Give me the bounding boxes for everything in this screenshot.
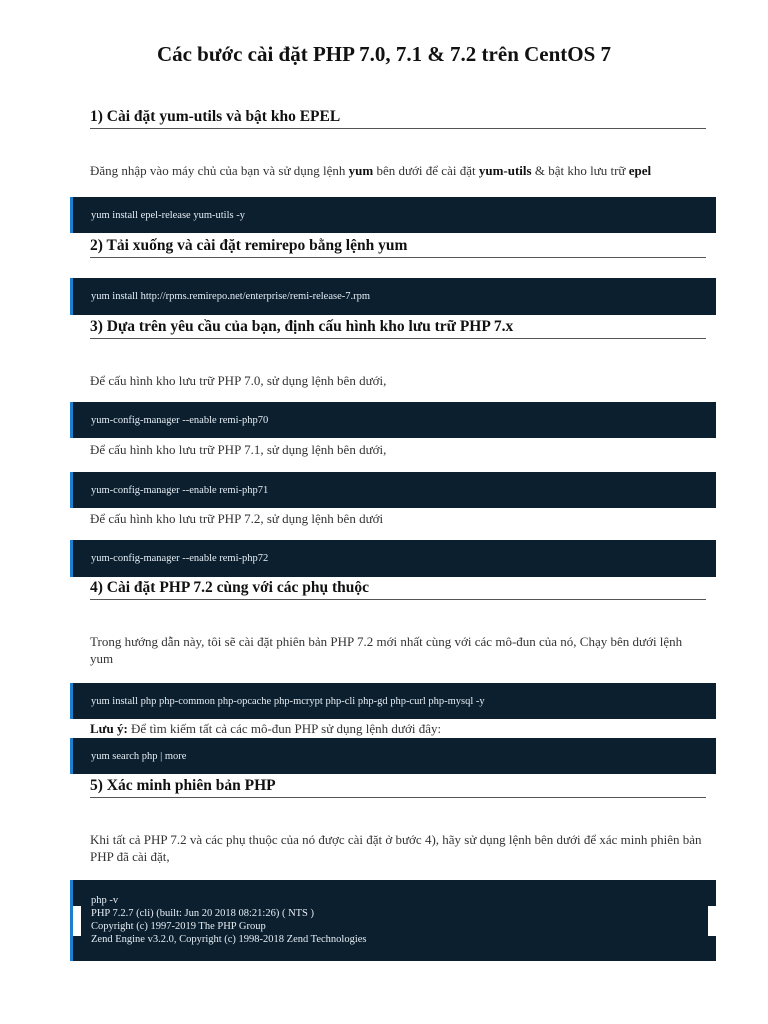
code-text: yum install php php-common php-opcache php-mcrypt php-cli php-gd php-curl php-mysql -y — [91, 695, 485, 707]
section-5-heading: 5) Xác minh phiên bản PHP — [90, 777, 706, 798]
section-2-heading: 2) Tải xuống và cài đặt remirepo bằng lệnh yum — [90, 237, 706, 258]
section-3-paragraph-php70: Để cấu hình kho lưu trữ PHP 7.0, sử dụng lệnh bên dưới, — [90, 373, 387, 388]
code-text: yum install epel-release yum-utils -y — [91, 209, 245, 221]
code-block-install-php[interactable] — [70, 683, 716, 719]
section-4-paragraph: Trong hướng dẫn này, tôi sẽ cài đặt phiên bản PHP 7.2 mới nhất cùng với các mô-đun của nó, Chạy bên dưới lệnh yum — [90, 634, 683, 666]
section-5-paragraph: Khi tất cả PHP 7.2 và các phụ thuộc của nó được cài đặt ở bước 4), hãy sử dụng lệnh bên dưới để xác minh phiên bản PHP đã cài đặt, — [90, 832, 702, 864]
p1-bold-yum: yum — [348, 163, 374, 178]
code-block-php-version[interactable] — [70, 880, 716, 961]
code-line: PHP 7.2.7 (cli) (built: Jun 20 2018 08:21:26) ( NTS ) — [91, 908, 315, 919]
code-block-remirepo[interactable] — [70, 278, 716, 315]
code-text: yum-config-manager --enable remi-php71 — [91, 484, 269, 496]
section-4-heading: 4) Cài đặt PHP 7.2 cùng với các phụ thuộc — [90, 579, 706, 600]
section-3-paragraph-php72: Để cấu hình kho lưu trữ PHP 7.2, sử dụng lệnh bên dưới — [90, 511, 384, 526]
code-text: yum-config-manager --enable remi-php72 — [91, 553, 269, 564]
left-edge-marker — [73, 906, 81, 936]
p1-bold-yum-utils: yum-utils — [478, 163, 532, 178]
code-line: php -v — [91, 895, 119, 906]
note-label: Lưu ý: — [90, 721, 128, 736]
code-text: yum search php | more — [91, 750, 187, 762]
page-title: Các bước cài đặt PHP 7.0, 7.1 & 7.2 trên CentOS 7 — [156, 42, 612, 66]
p1-text-c: bên dưới để cài đặt — [373, 163, 479, 178]
p1-text-e: & bật kho lưu trữ — [531, 163, 629, 178]
code-block-remi-php72[interactable] — [70, 540, 716, 577]
code-block-search-php[interactable] — [70, 738, 716, 774]
section-1-heading: 1) Cài đặt yum-utils và bật kho EPEL — [90, 108, 706, 129]
note-paragraph — [90, 720, 706, 737]
section-1-paragraph — [90, 162, 706, 179]
section-3-heading: 3) Dựa trên yêu cầu của bạn, định cấu hình kho lưu trữ PHP 7.x — [90, 318, 706, 339]
code-line: Copyright (c) 1997-2019 The PHP Group — [91, 921, 266, 932]
p1-bold-epel: epel — [628, 163, 652, 178]
code-line: Zend Engine v3.2.0, Copyright (c) 1998-2018 Zend Technologies — [91, 934, 367, 945]
code-block-remi-php70[interactable] — [70, 402, 716, 438]
right-edge-marker — [708, 906, 716, 936]
p1-text-a: Đăng nhập vào máy chủ của bạn và sử dụng lệnh — [90, 163, 349, 178]
section-3-paragraph-php71: Để cấu hình kho lưu trữ PHP 7.1, sử dụng lệnh bên dưới, — [90, 442, 387, 457]
code-block-remi-php71[interactable] — [70, 472, 716, 508]
note-text: Để tìm kiếm tất cả các mô-đun PHP sử dụng lệnh dưới đây: — [127, 721, 442, 736]
code-text: yum install http://rpms.remirepo.net/enterprise/remi-release-7.rpm — [91, 291, 371, 302]
code-text: yum-config-manager --enable remi-php70 — [91, 414, 269, 426]
code-block-epel[interactable] — [70, 197, 716, 233]
